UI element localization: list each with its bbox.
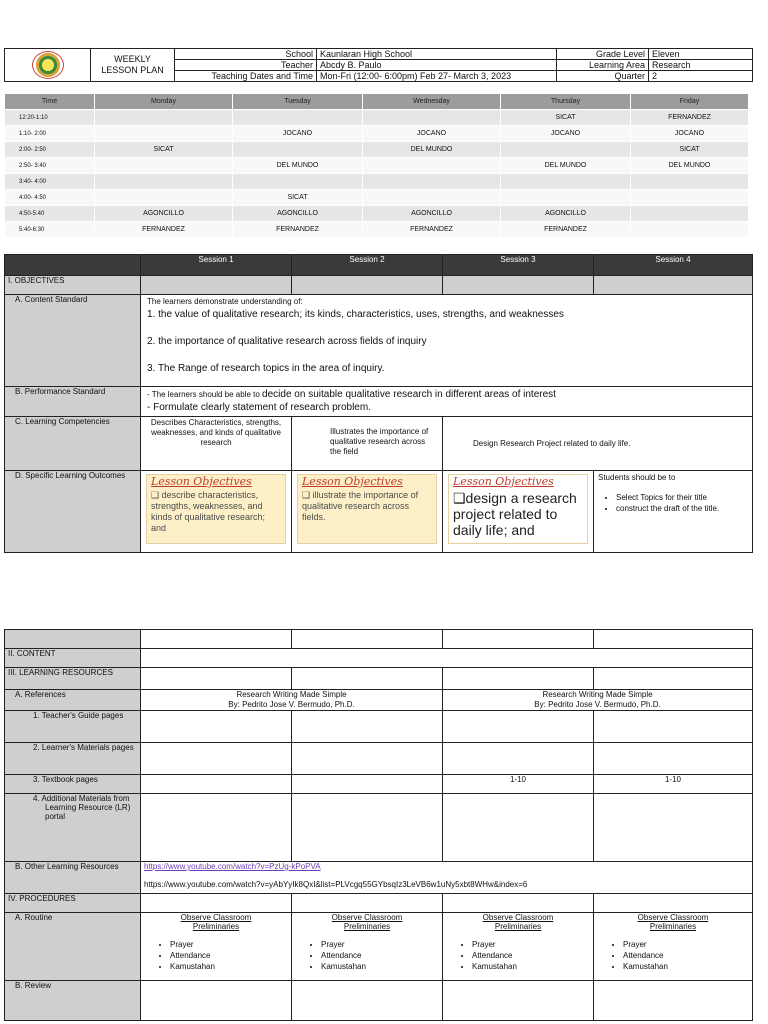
schedule-row [5,158,749,174]
routine-item: • Kamustahan [170,961,288,972]
session-header-1: Session 1 [141,255,292,276]
lesson-plan-label: LESSON PLAN [101,65,164,75]
outcome-2-cell [292,471,443,553]
lesson-objectives-card-3 [448,474,588,544]
procedures-heading: IV. PROCEDURES [5,894,141,913]
reference-title: Research Writing Made Simple [236,690,347,699]
dates-label: Teaching Dates and Time [175,71,317,82]
schedule-time: 4:50-5:40 [5,206,95,222]
schedule-time: 2:00- 2:50 [5,142,95,158]
reference-title: Research Writing Made Simple [542,690,653,699]
class-schedule-table [4,93,749,238]
schedule-cell [95,110,233,126]
outcome-3-cell [443,471,594,553]
schedule-cell [233,110,363,126]
routine-heading-2: Preliminaries [343,922,391,931]
lesson-objectives-card-2 [297,474,437,544]
routine-label: A. Routine [5,913,141,981]
outcome-4-intro: Students should be to [598,473,676,482]
outcomes-label: D. Specific Learning Outcomes [5,471,141,553]
routine-heading-1: Observe Classroom [180,913,252,922]
grade-label: Grade Level [557,49,649,60]
performance-standard-label: B. Performance Standard [5,387,141,417]
routine-heading-2: Preliminaries [494,922,542,931]
schedule-time: 3:40- 4:00 [5,174,95,190]
session-header-4: Session 4 [594,255,753,276]
quarter-label: Quarter [557,71,649,82]
schedule-cell: AGONCILLO [95,206,233,222]
schedule-day-header: Tuesday [233,94,363,110]
routine-item: • Attendance [170,950,288,961]
performance-standard-1a: - The learners should be able to [147,390,263,399]
lesson-objectives-title-1: Lesson Objectives [151,475,252,488]
schedule-time: 4:00- 4:50 [5,190,95,206]
school-logo-cell [5,49,91,82]
schedule-cell: DEL MUNDO [501,158,631,174]
outcome-4-cell [594,471,753,553]
session-header-2: Session 2 [292,255,443,276]
weekly-label: WEEKLY [114,54,151,64]
outcome-1-cell [141,471,292,553]
schedule-day-header: Time [5,94,95,110]
schedule-cell: JOCANO [501,126,631,142]
schedule-cell: JOCANO [363,126,501,142]
learners-materials-label: 2. Learner's Materials pages [5,743,141,775]
schedule-cell [95,126,233,142]
routine-item: • Prayer [623,939,749,950]
quarter-value: 2 [649,71,753,82]
content-heading: II. CONTENT [5,649,141,668]
schedule-cell [363,110,501,126]
lesson-objectives-title-3: Lesson Objectives [453,475,554,488]
schedule-cell: FERNANDEZ [233,222,363,238]
area-label: Learning Area [557,60,649,71]
schedule-row [5,126,749,142]
schedule-cell [363,174,501,190]
teachers-guide-label: 1. Teacher's Guide pages [5,711,141,743]
schedule-cell: JOCANO [631,126,749,142]
objectives-table [4,254,753,553]
performance-standard-cell [141,387,753,417]
lesson-objectives-title-2: Lesson Objectives [302,475,403,488]
schedule-header-row [5,94,749,110]
routine-heading-2: Preliminaries [192,922,240,931]
schedule-cell [501,190,631,206]
schedule-time: 12:20-1:10 [5,110,95,126]
school-seal-icon [32,51,64,79]
content-standard-3: 3. The Range of research topics in the area of inquiry. [147,363,385,374]
youtube-link-2[interactable]: https://www.youtube.com/watch?v=yAbYyIk8QxI&list=PLVcgq55GYbsqIz3LeVB6w1uNy5xbt8WHw&index=6 [144,880,528,889]
schedule-row [5,222,749,238]
outcome-4-item: • construct the draft of the title. [616,503,749,514]
session-header-blank [5,255,141,276]
references-1-2 [141,690,443,711]
schedule-day-header: Monday [95,94,233,110]
schedule-cell: AGONCILLO [501,206,631,222]
schedule-cell: DEL MUNDO [233,158,363,174]
reference-author: By: Pedrito Jose V. Bermudo, Ph.D. [228,700,355,709]
routine-cell [292,913,443,981]
other-resources-cell [141,862,753,894]
teacher-value: Abcdy B. Paulo [317,60,557,71]
outcome-4-item: • Select Topics for their title [616,492,749,503]
schedule-cell: JOCANO [233,126,363,142]
session-header-3: Session 3 [443,255,594,276]
outcome-4-list [598,492,749,514]
schedule-cell [233,142,363,158]
review-label: B. Review [5,981,141,1021]
schedule-time: 1:10- 2:00 [5,126,95,142]
reference-author: By: Pedrito Jose V. Bermudo, Ph.D. [534,700,661,709]
references-label: A. References [5,690,141,711]
area-value: Research [649,60,753,71]
schedule-cell [631,222,749,238]
content-standard-intro: The learners demonstrate understanding of: [147,297,303,306]
content-standard-1: 1. the value of qualitative research; its kinds, characteristics, uses, strengths, and weaknesses [147,309,564,320]
content-standard-cell [141,295,753,387]
routine-heading-1: Observe Classroom [482,913,554,922]
schedule-time: 5:40-6:30 [5,222,95,238]
schedule-cell [631,190,749,206]
routine-heading-1: Observe Classroom [637,913,709,922]
schedule-day-header: Friday [631,94,749,110]
lesson-objective-3: ❑design a research project related to daily life; and [453,490,577,538]
schedule-cell [95,158,233,174]
lesson-plan-header [4,48,753,82]
schedule-cell [95,174,233,190]
textbook-pages-3: 1-10 [443,775,594,794]
schedule-cell: SICAT [501,110,631,126]
competency-1: Describes Characteristics, strengths, weaknesses, and kinds of qualitative research [141,417,292,471]
learning-resources-heading: III. LEARNING RESOURCES [5,668,141,690]
routine-list [295,939,439,972]
schedule-cell: FERNANDEZ [363,222,501,238]
schedule-time: 2:50- 3:40 [5,158,95,174]
schedule-cell [631,174,749,190]
competency-2: Illustrates the importance of qualitative research across the field [292,417,443,471]
routine-cell [141,913,292,981]
schedule-day-header: Thursday [501,94,631,110]
routine-item: • Kamustahan [623,961,749,972]
schedule-cell [631,206,749,222]
routine-heading-1: Observe Classroom [331,913,403,922]
routine-heading-2: Preliminaries [649,922,697,931]
schedule-cell: AGONCILLO [233,206,363,222]
routine-cell [443,913,594,981]
schedule-cell: SICAT [95,142,233,158]
routine-item: • Kamustahan [472,961,590,972]
schedule-cell: DEL MUNDO [631,158,749,174]
competency-3: Design Research Project related to daily life. [443,417,753,471]
routine-item: • Prayer [321,939,439,950]
routine-list [446,939,590,972]
schedule-row [5,142,749,158]
competencies-label: C. Learning Competencies [5,417,141,471]
routine-cell [594,913,753,981]
performance-standard-1b: decide on suitable qualitative research in different areas of interest [262,389,556,400]
schedule-cell [501,142,631,158]
school-label: School [175,49,317,60]
school-value: Kaunlaran High School [317,49,557,60]
textbook-pages-4: 1-10 [594,775,753,794]
schedule-cell: AGONCILLO [363,206,501,222]
schedule-cell: FERNANDEZ [95,222,233,238]
schedule-row [5,110,749,126]
title-cell [91,49,175,82]
routine-item: • Attendance [472,950,590,961]
teacher-label: Teacher [175,60,317,71]
lesson-objective-2: ❑ illustrate the importance of qualitative research across fields. [302,490,419,522]
schedule-cell: DEL MUNDO [363,142,501,158]
routine-item: • Attendance [321,950,439,961]
youtube-link-1[interactable]: https://www.youtube.com/watch?v=PzUg-kPoPVA [144,862,321,871]
objectives-heading: I. OBJECTIVES [5,276,141,295]
schedule-day-header: Wednesday [363,94,501,110]
schedule-cell: SICAT [233,190,363,206]
content-standard-label: A. Content Standard [5,295,141,387]
schedule-cell [501,174,631,190]
schedule-cell: FERNANDEZ [501,222,631,238]
schedule-cell: SICAT [631,142,749,158]
dates-value: Mon-Fri (12:00- 6:00pm) Feb 27- March 3, 2023 [317,71,557,82]
schedule-cell [363,190,501,206]
performance-standard-2: - Formulate clearly statement of research problem. [147,402,371,413]
schedule-cell [95,190,233,206]
textbook-label: 3. Textbook pages [5,775,141,794]
resources-procedures-table [4,629,753,1021]
additional-materials-label: 4. Additional Materials from Learning Resource (LR) portal [5,794,141,862]
grade-value: Eleven [649,49,753,60]
schedule-row [5,174,749,190]
routine-item: • Attendance [623,950,749,961]
routine-item: • Prayer [472,939,590,950]
schedule-row [5,206,749,222]
schedule-cell: FERNANDEZ [631,110,749,126]
routine-item: • Prayer [170,939,288,950]
lesson-objectives-card-1 [146,474,286,544]
lesson-objective-1: ❑ describe characteristics, strengths, weaknesses, and kinds of qualitative research; and [151,490,266,533]
routine-list [144,939,288,972]
other-resources-label: B. Other Learning Resources [5,862,141,894]
routine-item: • Kamustahan [321,961,439,972]
references-3-4 [443,690,753,711]
schedule-cell [233,174,363,190]
schedule-row [5,190,749,206]
routine-list [597,939,749,972]
schedule-cell [363,158,501,174]
content-standard-2: 2. the importance of qualitative research across fields of inquiry [147,336,427,347]
